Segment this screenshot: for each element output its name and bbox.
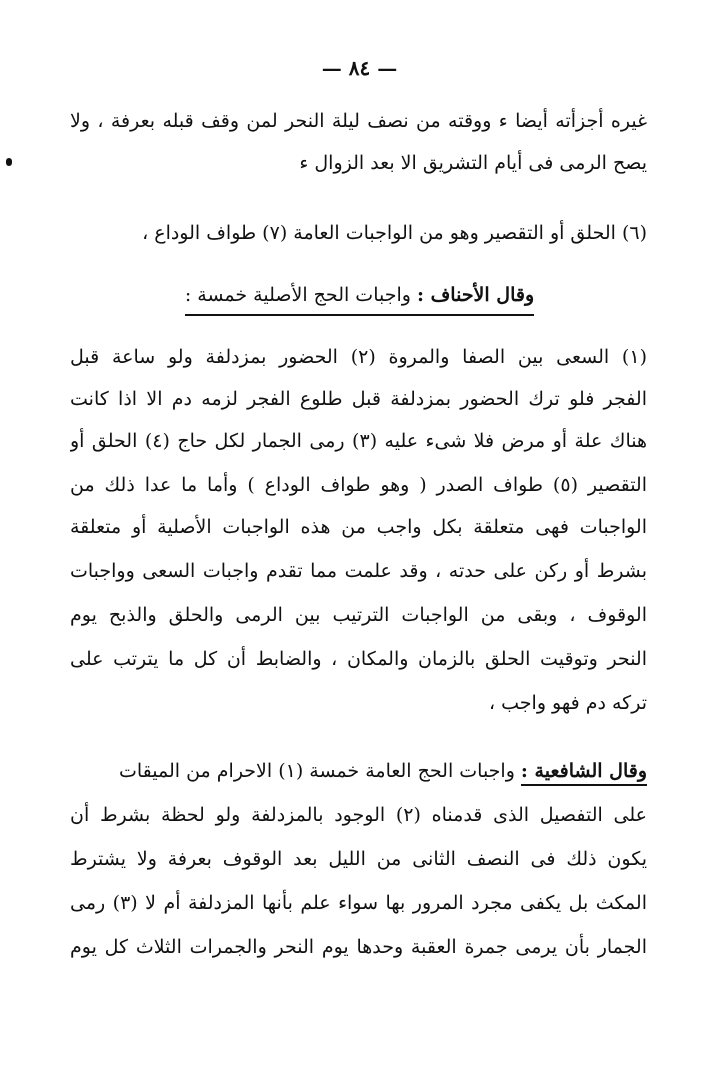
text-line: (١) السعى بين الصفا والمروة (٢) الحضور بمزدلفة ولو ساعة قبل: [70, 346, 647, 368]
hanafi-heading-text: واجبات الحج الأصلية خمسة :: [184, 284, 411, 306]
text-line: غيره أجزأته أيضا ء ووقته من نصف ليلة النحر لمن وقف قبله بعرفة ، ولا: [70, 110, 647, 132]
shafii-label: وقال الشافعية :: [521, 760, 647, 786]
text-line: هناك علة أو مرض فلا شىء عليه (٣) رمى الجمار لكل حاج (٤) الحلق أو: [70, 430, 647, 452]
text-line: التقصير (٥) طواف الصدر ( وهو طواف الوداع ) وأما ما عدا ذلك من: [70, 474, 647, 496]
text-line: الجمار بأن يرمى جمرة العقبة وحدها يوم النحر والجمرات الثلاث كل يوم: [70, 936, 647, 958]
text-line: بشرط أو ركن على حدته ، وقد علمت مما تقدم واجبات السعى وواجبات: [70, 560, 647, 582]
shafii-first-line-text: واجبات الحج العامة خمسة (١) الاحرام من الميقات: [118, 760, 515, 782]
text-line: النحر وتوقيت الحلق بالزمان والمكان ، والضابط أن كل ما يترتب على: [70, 648, 647, 670]
text-line: (٦) الحلق أو التقصير وهو من الواجبات العامة (٧) طواف الوداع ،: [142, 222, 647, 244]
text-line: يصح الرمى فى أيام التشريق الا بعد الزوال ء: [299, 152, 647, 174]
text-line: على التفصيل الذى قدمناه (٢) الوجود بالمزدلفة ولو لحظة بشرط أن: [70, 804, 647, 826]
hanafi-heading: [0, 280, 719, 316]
text-line: يكون ذلك فى النصف الثانى من الليل بعد الوقوف بعرفة ولا يشترط: [70, 848, 647, 870]
shafii-first-line: [70, 756, 647, 790]
text-line: المكث بل يكفى مجرد المرور بها سواء علم بأنها المزدلفة أم لا (٣) رمى: [70, 892, 647, 914]
text-line: الوقوف ، وبقى من الواجبات الترتيب بين الرمى والحلق والذبح يوم: [70, 604, 647, 626]
hanafi-heading-underline: [185, 280, 534, 316]
text-line: الواجبات فهى متعلقة بكل واجب من هذه الواجبات الأصلية أو متعلقة: [70, 516, 647, 538]
hanafi-label: وقال الأحناف :: [416, 284, 535, 306]
margin-mark: [6, 158, 12, 166]
text-line: تركه دم فهو واجب ،: [488, 692, 647, 714]
text-line: الفجر فلو ترك الحضور بمزدلفة قبل طلوع الفجر لزمه دم الا اذا كانت: [70, 388, 647, 410]
page-number: — ٨٤ —: [321, 56, 398, 80]
